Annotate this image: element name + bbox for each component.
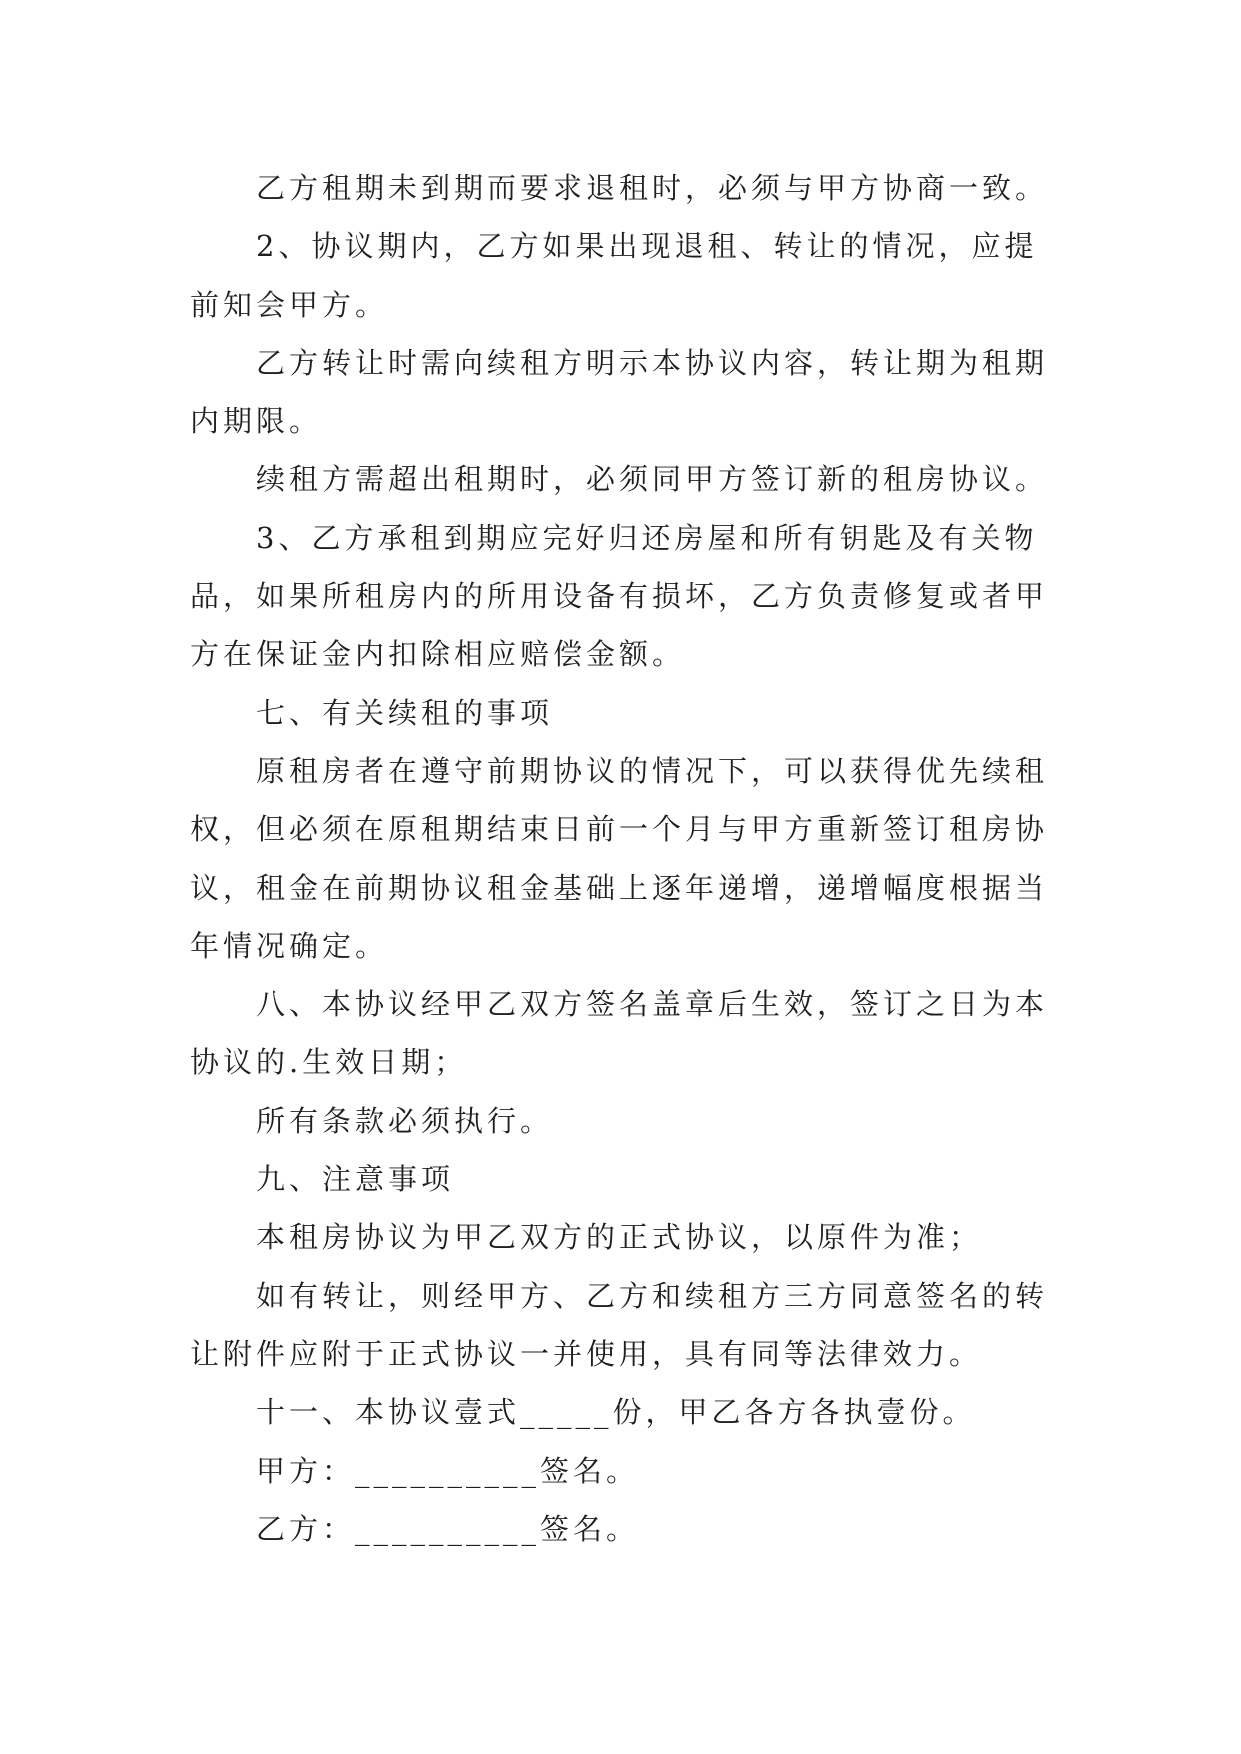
section-11-copies xyxy=(190,1383,1070,1441)
text-line: 协议的.生效日期； xyxy=(190,1045,468,1080)
paragraph-renewal-new-agreement xyxy=(190,450,1070,508)
text-line: 让附件应附于正式协议一并使用，具有同等法律效力。 xyxy=(190,1336,983,1371)
document-body xyxy=(190,159,1070,1558)
text-line: 前知会甲方。 xyxy=(190,287,389,322)
text-line: 议，租金在前期协议租金基础上逐年递增，递增幅度根据当 xyxy=(190,870,1049,905)
text-line: 年情况确定。 xyxy=(190,928,389,963)
signature-party-b xyxy=(190,1500,1070,1558)
section-heading-7-renewal xyxy=(190,684,1070,742)
text-line: 甲方：__________签名。 xyxy=(256,1453,640,1488)
text-line: 原租房者在遵守前期协议的情况下，可以获得优先续租 xyxy=(256,753,1049,788)
paragraph-early-termination xyxy=(190,159,1070,217)
text-line: 权，但必须在原租期结束日前一个月与甲方重新签订租房协 xyxy=(190,812,1049,847)
text-line: 2、协议期内，乙方如果出现退租、转让的情况，应提 xyxy=(256,229,1038,264)
text-line: 乙方转让时需向续租方明示本协议内容，转让期为租期 xyxy=(256,345,1049,380)
text-line: 十一、本协议壹式_____份，甲乙各方各执壹份。 xyxy=(256,1395,976,1430)
text-line: 如有转让，则经甲方、乙方和续租方三方同意签名的转 xyxy=(256,1278,1049,1313)
text-line: 续租方需超出租期时，必须同甲方签订新的租房协议。 xyxy=(256,462,1049,497)
paragraph-clause-3-return-property xyxy=(190,509,1070,684)
text-line: 方在保证金内扣除相应赔偿金额。 xyxy=(190,637,686,672)
text-line: 乙方：__________签名。 xyxy=(256,1511,640,1546)
section-heading-9-notes xyxy=(190,1150,1070,1208)
section-8-effective-date xyxy=(190,975,1070,1092)
paragraph-clause-2-transfer-notice xyxy=(190,217,1070,334)
paragraph-original-prevails xyxy=(190,1208,1070,1266)
paragraph-transfer-annex xyxy=(190,1267,1070,1384)
text-line: 所有条款必须执行。 xyxy=(256,1103,554,1138)
signature-party-a xyxy=(190,1442,1070,1500)
paragraph-all-terms-binding xyxy=(190,1092,1070,1150)
text-line: 九、注意事项 xyxy=(256,1162,455,1197)
text-line: 八、本协议经甲乙双方签名盖章后生效，签订之日为本 xyxy=(256,987,1049,1022)
text-line: 品，如果所租房内的所用设备有损坏，乙方负责修复或者甲 xyxy=(190,579,1049,614)
paragraph-transfer-disclosure xyxy=(190,334,1070,451)
text-line: 乙方租期未到期而要求退租时，必须与甲方协商一致。 xyxy=(256,171,1049,205)
text-line: 七、有关续租的事项 xyxy=(256,695,554,730)
text-line: 3、乙方承租到期应完好归还房屋和所有钥匙及有关物 xyxy=(256,520,1038,555)
text-line: 本租房协议为甲乙双方的正式协议，以原件为准； xyxy=(256,1220,983,1255)
paragraph-renewal-priority xyxy=(190,742,1070,975)
text-line: 内期限。 xyxy=(190,404,323,439)
